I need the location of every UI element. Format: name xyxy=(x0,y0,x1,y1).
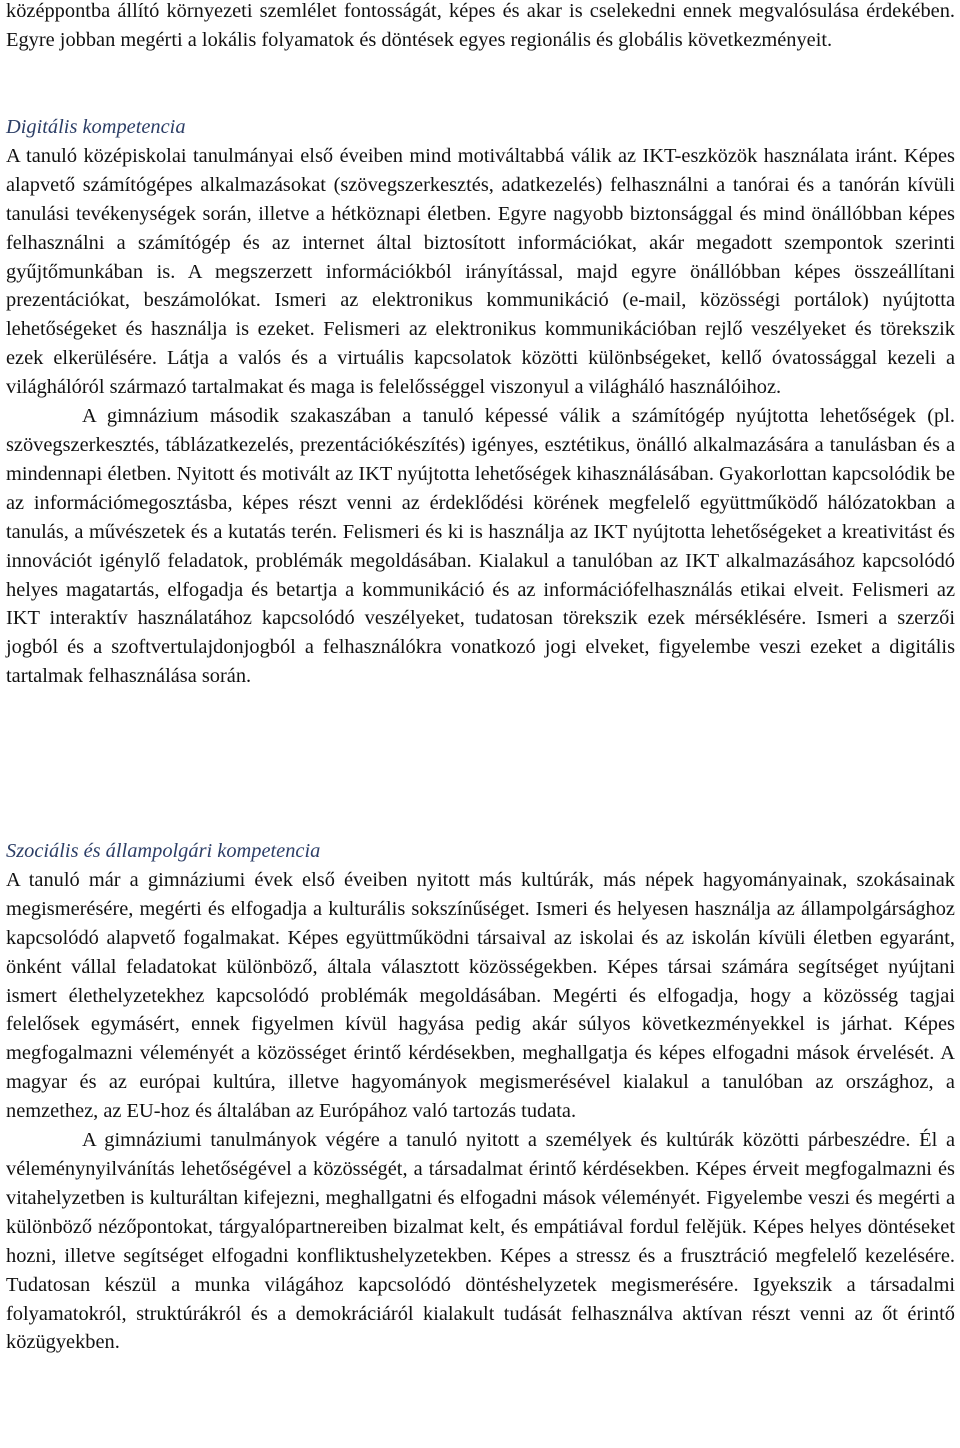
intro-section xyxy=(6,0,955,55)
digital-paragraph-2: A gimnázium második szakaszában a tanuló képessé válik a számítógép nyújtotta lehetőségek (pl. szövegszerkesztés, táblázatkezelés, prezentációkészítés) igényes, esztétikus, önálló alkalmazására a tanulásban és a mindennapi életben. Nyitott és motivált az IKT nyújtotta lehetőségek kihasználásában. Gyakorlottan kapcsolódik be az információmegosztásba, képes részt venni az érdeklődési körének megfelelő együttműködő hálózatokban a tanulás, a művészetek és a kutatás terén. Felismeri és ki is használja az IKT nyújtotta lehetőségeket a kreativitást és innovációt igénylő feladatok, problémák megoldásában. Kialakul a tanulóban az IKT alkalmazásához kapcsolódó helyes magatartás, elfogadja és betartja a kommunikáció és az információfelhasználás etikai elveit. Felismeri az IKT interaktív használatához kapcsolódó veszélyeket, tudatosan törekszik ezek mérséklésére. Ismeri a szerzői jogból és a szoftvertulajdonjogból a felhasználókra vonatkozó jogi elveket, figyelembe veszi ezeket a digitális tartalmak felhasználása során. xyxy=(6,405,955,688)
social-competence-section xyxy=(6,837,955,1357)
digital-competence-section xyxy=(6,113,955,691)
social-paragraph-1: A tanuló már a gimnáziumi évek első éveiben nyitott más kultúrák, más népek hagyományainak, szokásainak megismerésére, megérti és elfogadja a kulturális sokszínűséget. Ismeri és helyesen használja az állampolgársághoz kapcsolódó alapvető fogalmakat. Képes együttműködni társaival az iskolai és az iskolán kívüli életben egyaránt, önként vállal feladatokat különböző, általa választott közösségekben. Képes társai számára segítséget nyújtani ismert élethelyzetekhez kapcsolódó problémák megoldásában. Megérti és elfogadja, hogy a közösség tagjai felelősek egymásért, ennek figyelmen kívül hagyása pedig akár súlyos következményekkel is járhat. Képes megfogalmazni véleményét a közösséget érintő kérdésekben, meghallgatja és képes elfogadni mások érvelését. A magyar és az európai kultúra, illetve hagyományok megismerésével kialakul a tanulóban az országhoz, a nemzethez, az EU-hoz és általában az Európához való tartozás tudata. xyxy=(6,868,955,1123)
digital-paragraph-1: A tanuló középiskolai tanulmányai első éveiben mind motiváltabbá válik az IKT-eszközök használata iránt. Képes alapvető számítógépes alkalmazásokat (szövegszerkesztés, adatkezelés) felhasználni a tanórai és a tanórán kívüli tanulási tevékenységek során, illetve a hétköznapi életben. Egyre nagyobb biztonsággal és mind önállóbban képes felhasználni a számítógép és az internet által biztosított információkat, akár megadott szempontok szerinti gyűjtőmunkában is. A megszerzett információkból irányítással, majd egyre önállóbban képes összeállítani prezentációkat, beszámolókat. Ismeri az elektronikus kommunikáció (e-mail, közösségi portálok) nyújtotta lehetőségeket és használja is ezeket. Felismeri az elektronikus kommunikációban rejlő veszélyeket és törekszik ezek elkerülésére. Látja a valós és a virtuális kapcsolatok közötti különbségeket, kellő óvatossággal kezeli a világhálóról származó tartalmakat és maga is felelősséggel viszonyul a világháló használóihoz. xyxy=(6,144,955,399)
social-competence-heading: Szociális és állampolgári kompetencia xyxy=(6,840,321,862)
digital-competence-heading: Digitális kompetencia xyxy=(6,116,186,138)
social-paragraph-2: A gimnáziumi tanulmányok végére a tanuló nyitott a személyek és kultúrák közötti párbeszédre. Él a véleménynyilvánítás lehetőségével a közösségét, a társadalmat érintő kérdésekben. Képes érveit megfogalmazni és vitahelyzetben is kulturáltan kifejezni, meghallgatni és elfogadni mások véleményét. Figyelembe veszi és megérti a különböző nézőpontokat, tárgyalópartnereiben bizalmat kelt, és empátiával fordul felějük. Képes helyes döntéseket hozni, illetve segítséget elfogadni konfliktushelyzetekben. Képes a stressz és a frusztráció megfelelő kezelésére. Tudatosan készül a munka világához kapcsolódó döntéshelyzetek megismerésére. Igyekszik a társadalmi folyamatokról, struktúrákról és a demokráciáról kialakult tudását felhasználva aktívan részt venni az őt érintő közügyekben. xyxy=(6,1129,955,1354)
intro-paragraph: középpontba állító környezeti szemlélet fontosságát, képes és akar is cselekedni ennek megvalósulása érdekében. Egyre jobban megérti a lokális folyamatok és döntések egyes regionális és globális következményeit. xyxy=(6,0,955,51)
